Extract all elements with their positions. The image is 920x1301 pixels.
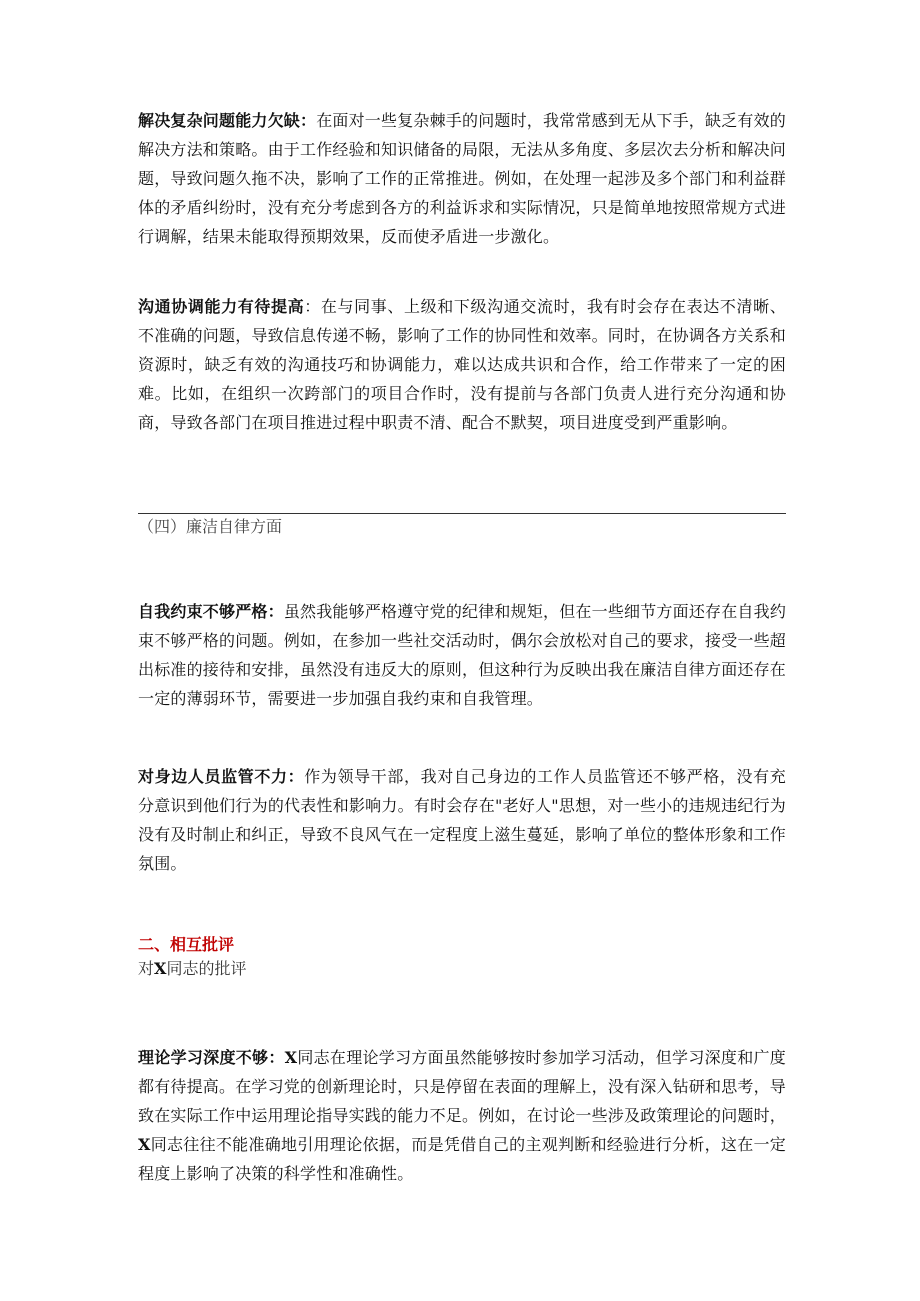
paragraph-body: 虽然我能够严格遵守党的纪律和规矩，但在一些细节方面还存在自我约束不够严格的问题。例如，在参加一些社交活动时，偶尔会放松对自己的要求，接受一些超出标准的接待和安排，虽然没有违反大的原则，但这种行为反映出我在廉洁自律方面还存在一定的薄弱环节，需要进一步加强自我约束和自我管理。: [138, 602, 787, 708]
subheading-criticism-of-x: [138, 957, 246, 981]
subheading-x: X: [154, 959, 167, 978]
paragraph-body: 作为领导干部，我对自己身边的工作人员监管还不够严格，没有充分意识到他们行为的代表性和影响力。有时会存在"老好人"思想，对一些小的违规违纪行为没有及时制止和纠正，导致不良风气在一定程度上滋生蔓延，影响了单位的整体形象和工作氛围。: [138, 767, 787, 873]
paragraph-lead: 理论学习深度不够：: [138, 1048, 285, 1067]
subheading-prefix: 对: [138, 959, 155, 978]
paragraph-body: 同志往往不能准确地引用理论依据，而是凭借自己的主观判断和经验进行分析，这在一定程度上影响了决策的科学性和准确性。: [138, 1135, 786, 1183]
paragraph-self-discipline: [138, 597, 786, 713]
paragraph-theory-study: [138, 1043, 786, 1188]
paragraph-body: 同志在理论学习方面虽然能够按时参加学习活动，但学习深度和广度都有待提高。在学习党的创新理论时，只是停留在表面的理解上，没有深入钻研和思考，导致在实际工作中运用理论指导实践的能力不足。例如，在讨论一些涉及政策理论的问题时，: [138, 1048, 787, 1125]
subheading-suffix: 同志的批评: [166, 959, 247, 978]
paragraph-lead: 自我约束不够严格：: [138, 602, 284, 621]
name-x: X: [138, 1135, 151, 1154]
paragraph-communication: [138, 292, 786, 437]
section-divider: [138, 513, 786, 514]
paragraph-lead: 对身边人员监管不力：: [138, 767, 305, 786]
heading-mutual-criticism: 二、相互批评: [138, 935, 235, 954]
name-x: X: [284, 1048, 298, 1067]
paragraph-body: ：在与同事、上级和下级沟通交流时，我有时会存在表达不清晰、不准确的问题，导致信息传递不畅，影响了工作的协同性和效率。同时，在协调各方关系和资源时，缺乏有效的沟通技巧和协调能力，难以达成共识和合作，给工作带来了一定的困难。比如，在组织一次跨部门的项目合作时，没有提前与各部门负责人进行充分沟通和协商，导致各部门在项目推进过程中职责不清、配合不默契，项目进度受到严重影响。: [138, 297, 787, 432]
section-title-integrity: （四）廉洁自律方面: [138, 517, 283, 536]
paragraph-body: 在面对一些复杂棘手的问题时，我常常感到无从下手，缺乏有效的解决方法和策略。由于工作经验和知识储备的局限，无法从多角度、多层次去分析和解决问题，导致问题久拖不决，影响了工作的正常推进。例如，在处理一起涉及多个部门和利益群体的矛盾纠纷时，没有充分考虑到各方的利益诉求和实际情况，只是简单地按照常规方式进行调解，结果未能取得预期效果，反而使矛盾进一步激化。: [138, 111, 787, 246]
paragraph-lead: 沟通协调能力有待提高: [138, 297, 305, 316]
paragraph-lead: 解决复杂问题能力欠缺：: [138, 111, 317, 130]
paragraph-staff-supervision: [138, 762, 786, 878]
paragraph-problem-solving: [138, 106, 786, 251]
